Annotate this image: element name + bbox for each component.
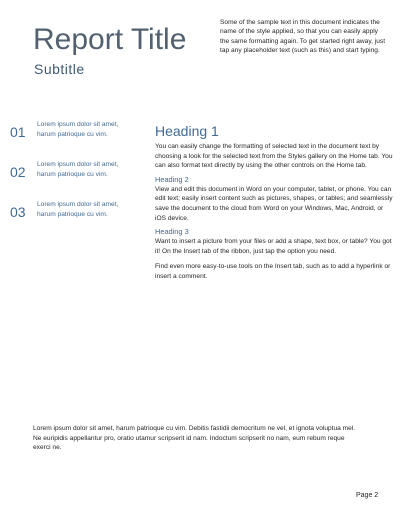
sidebar-item-text: Lorem ipsum dolor sit amet, harum patrioque cu vim. xyxy=(37,201,119,218)
paragraph-2: View and edit this document in Word on your computer, tablet, or phone. You can edit text; easily insert content such as pictures, shapes, or tables; and seamlessly save the document to the cloud from Word on your Windows, Mac, Android, or iOS device. xyxy=(155,185,393,222)
report-subtitle: Subtitle xyxy=(34,61,85,77)
report-title: Report Title xyxy=(33,23,187,56)
numbered-sidebar xyxy=(10,120,150,240)
heading-3: Heading 3 xyxy=(155,227,189,237)
paragraph-4: Find even more easy-to-use tools on the Insert tab, such as to add a hyperlink or insert a comment. xyxy=(155,263,391,280)
page-number: Page 2 xyxy=(356,492,379,499)
heading-1: Heading 1 xyxy=(155,123,219,139)
footer-paragraph: Lorem ipsum dolor sit amet, harum patrioque cu vim. Debitis fastidii democritum ne vel, et ignota voluptua mel. Ne euripidis appellantur pro, oratio utamur scripserit id nam. Indoctum scripserit no nam, eum rebum reque exerci ne. xyxy=(33,425,356,452)
paragraph-3: Want to insert a picture from your files or add a shape, text box, or table? You got it! On the Insert tab of the ribbon, just tap the option you need. xyxy=(155,238,392,255)
sidebar-item-number: 03 xyxy=(10,204,26,220)
sidebar-item-text: Lorem ipsum dolor sit amet, harum patrioque cu vim. xyxy=(37,161,119,178)
heading-2: Heading 2 xyxy=(155,174,189,184)
main-content xyxy=(155,122,393,285)
sidebar-item-number: 01 xyxy=(10,124,26,140)
intro-paragraph: Some of the sample text in this document indicates the name of the style applied, so that you can easily apply the same formatting again. To get started right away, just tap any placeholder text (such as this) and start typing. xyxy=(220,19,386,55)
sidebar-item-number: 02 xyxy=(10,164,26,180)
sidebar-item-02 xyxy=(10,160,150,200)
sidebar-item-01 xyxy=(10,120,150,160)
paragraph-1: You can easily change the formatting of selected text in the document text by choosing a look for the selected text from the Styles gallery on the Home tab. You can also format text directly by using the other controls on the Home tab. xyxy=(155,143,393,170)
sidebar-item-text: Lorem ipsum dolor sit amet, harum patrioque cu vim. xyxy=(37,121,119,138)
sidebar-item-03 xyxy=(10,200,150,240)
